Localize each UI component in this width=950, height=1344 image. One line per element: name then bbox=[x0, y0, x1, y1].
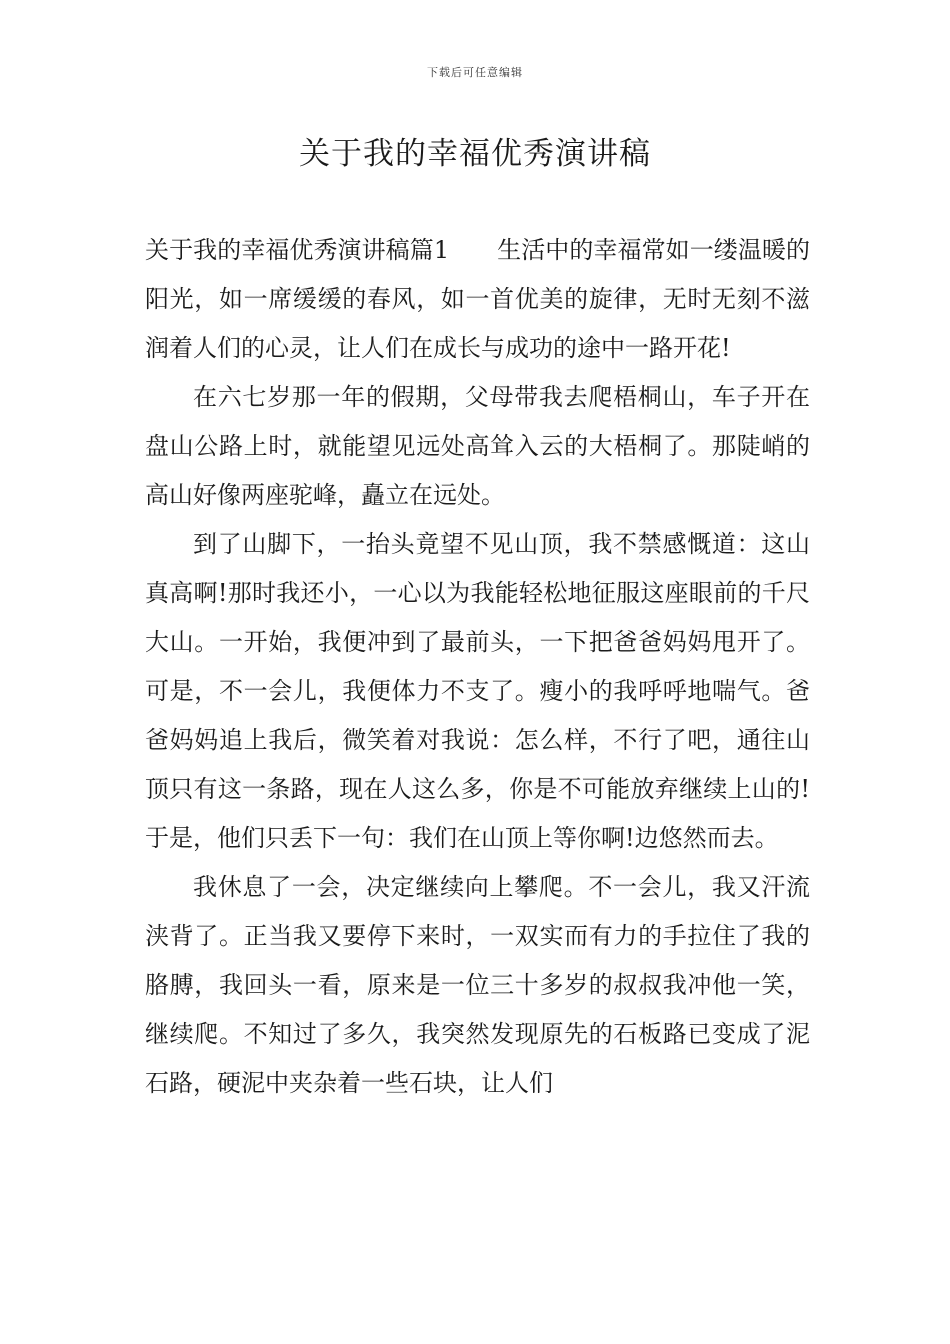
paragraph-text: 生活中的幸福常如一缕温暖的阳光，如一席缓缓的春风，如一首优美的旋律，无时无刻不滋润着人们的心灵，让人们在成长与成功的途中一路开花! bbox=[145, 236, 810, 362]
paragraph: 在六七岁那一年的假期，父母带我去爬梧桐山，车子开在盘山公路上时，就能望见远处高耸入云的大梧桐了。那陡峭的高山好像两座驼峰，矗立在远处。 bbox=[145, 383, 810, 509]
document-body bbox=[145, 226, 810, 1108]
paragraph: 我休息了一会，决定继续向上攀爬。不一会儿，我又汗流浃背了。正当我又要停下来时，一双实而有力的手拉住了我的胳膊，我回头一看，原来是一位三十多岁的叔叔我冲他一笑，继续爬。不知过了多久，我突然发现原先的石板路已变成了泥石路，硬泥中夹杂着一些石块，让人们 bbox=[145, 873, 810, 1097]
document-title: 关于我的幸福优秀演讲稿 bbox=[299, 136, 651, 172]
paragraph: 到了山脚下，一抬头竟望不见山顶，我不禁感慨道：这山真高啊!那时我还小，一心以为我能轻松地征服这座眼前的千尺大山。一开始，我便冲到了最前头，一下把爸爸妈妈甩开了。可是，不一会儿，我便体力不支了。瘦小的我呼呼地喘气。爸爸妈妈追上我后，微笑着对我说：怎么样，不行了吧，通往山顶只有这一条路，现在人这么多，你是不可能放弃继续上山的!于是，他们只丢下一句：我们在山顶上等你啊!边悠然而去。 bbox=[145, 530, 810, 852]
header-note: 下载后可任意编辑 bbox=[427, 66, 523, 79]
section-heading: 关于我的幸福优秀演讲稿篇1 bbox=[145, 236, 450, 264]
paragraph-intro bbox=[145, 226, 810, 373]
